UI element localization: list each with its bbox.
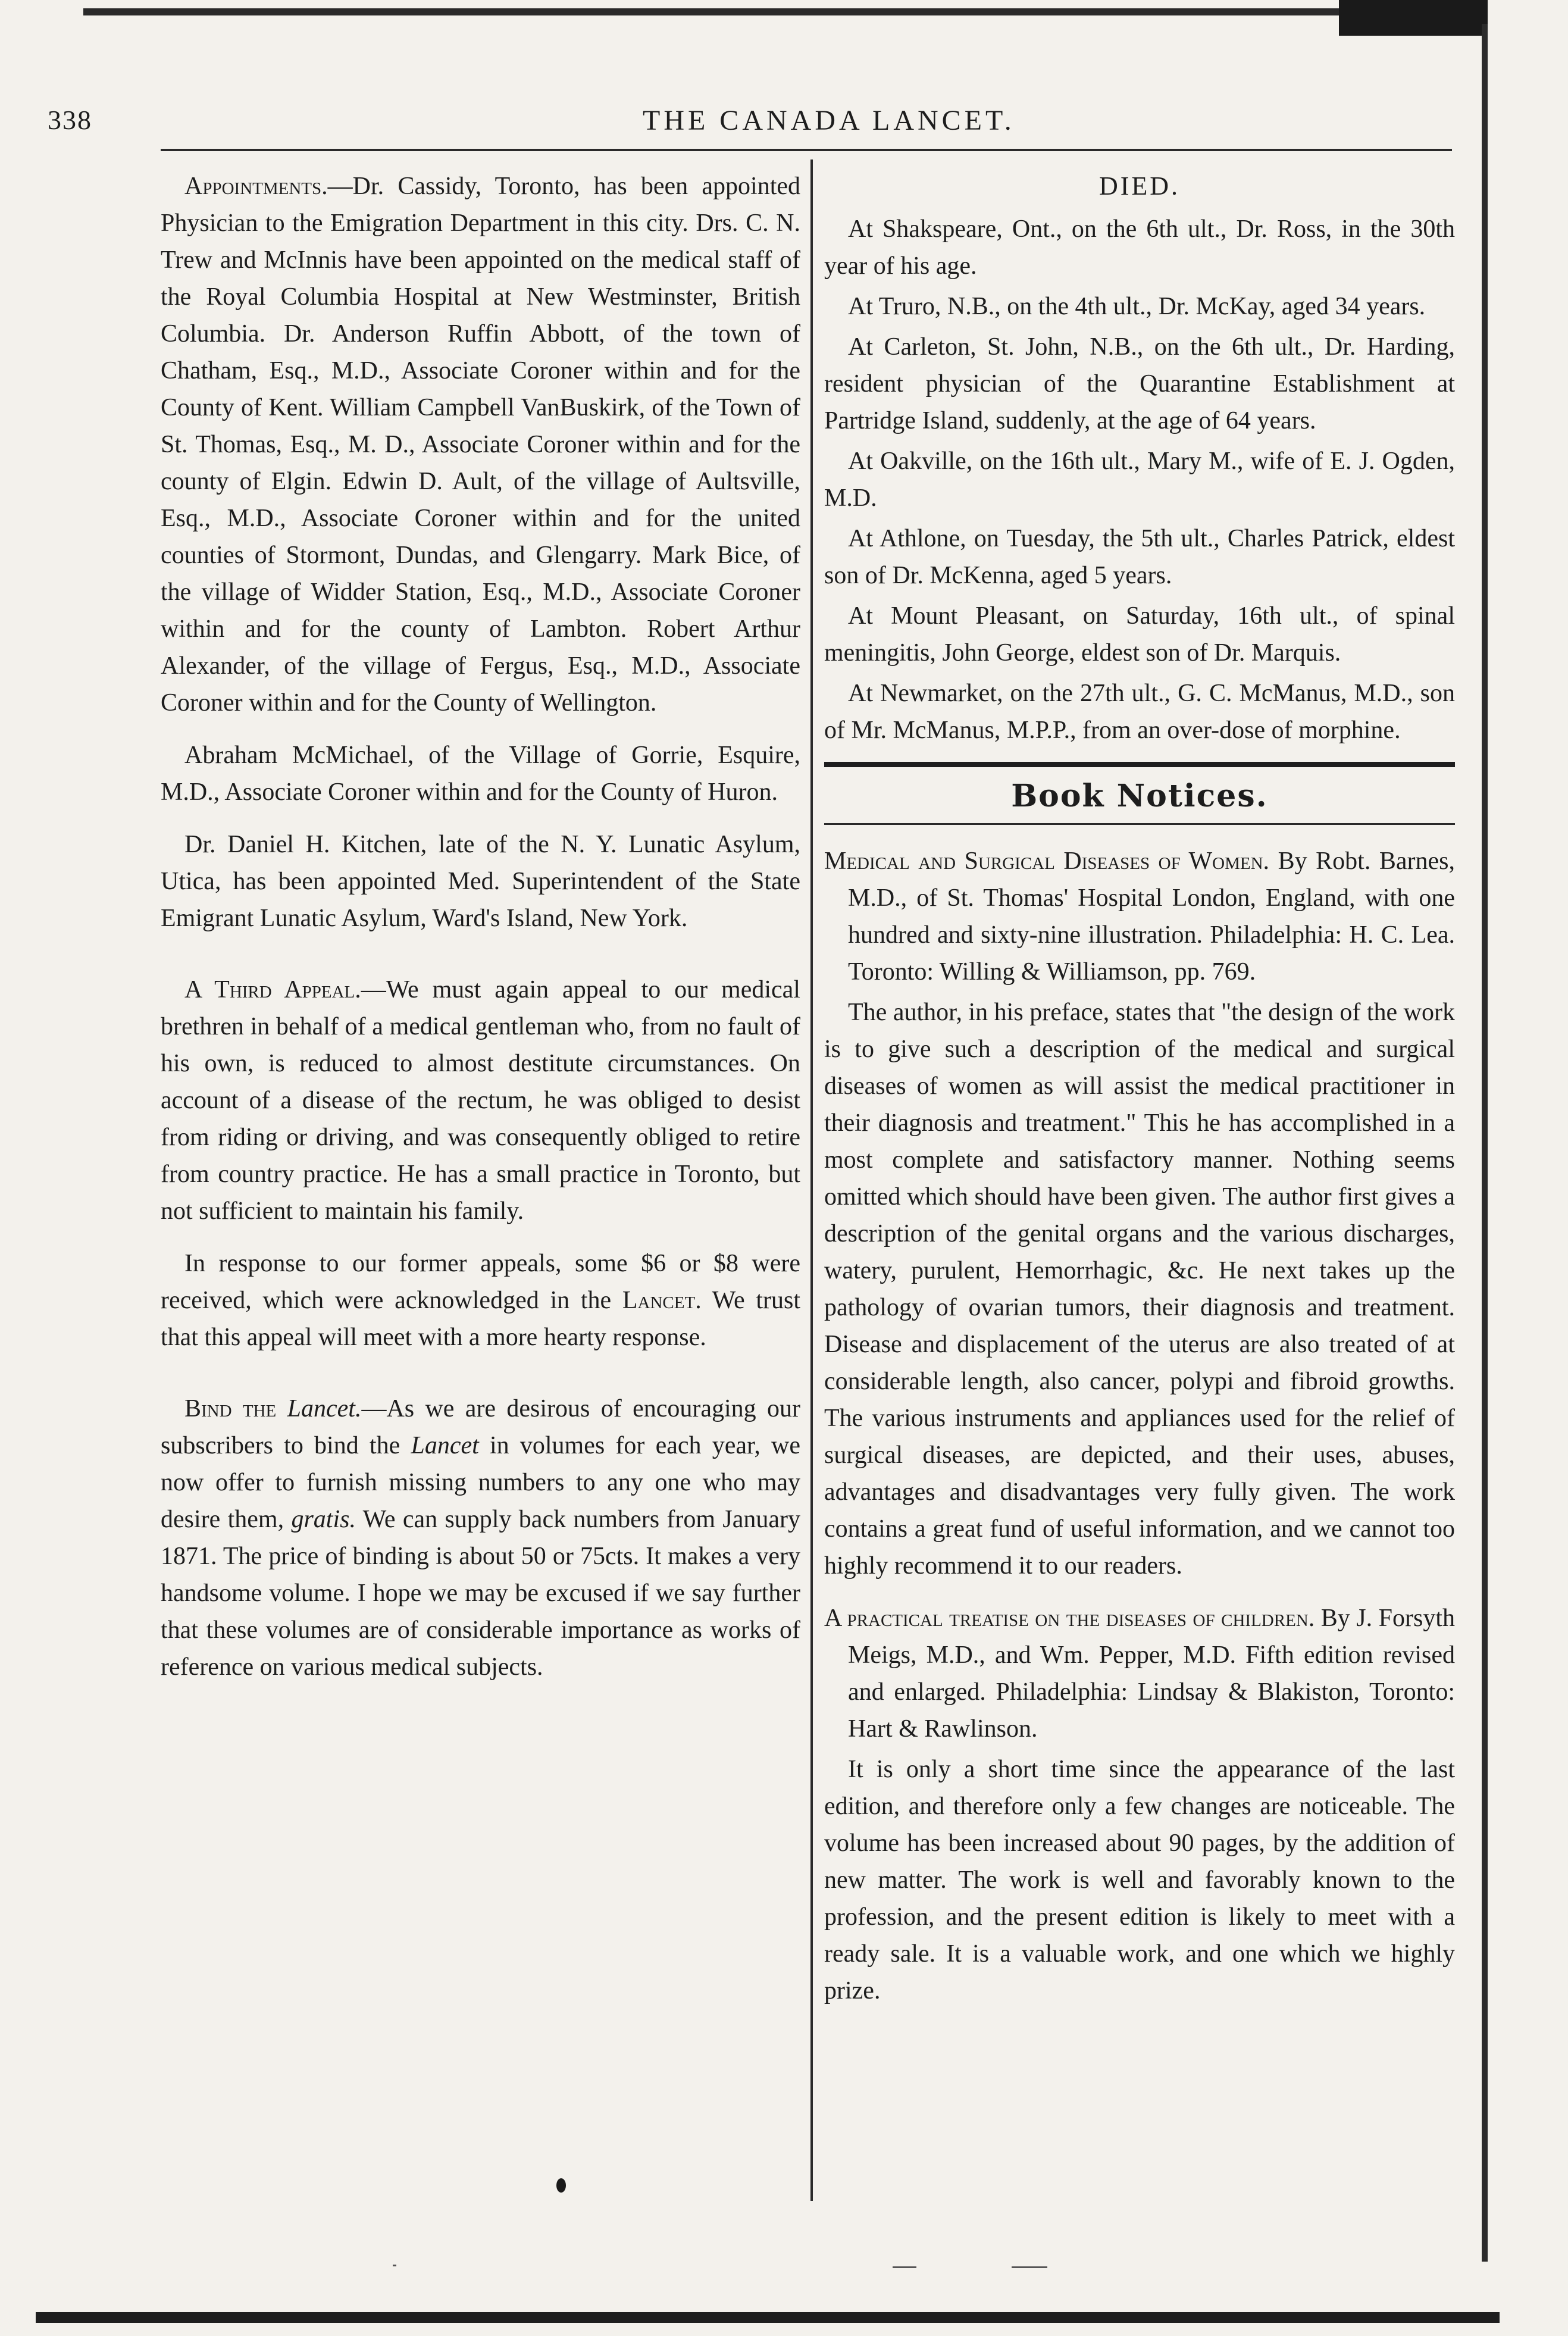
death-notice: At Shakspeare, Ont., on the 6th ult., Dr. Ross, in the 30th year of his age. <box>824 215 1455 280</box>
third-appeal-paragraph <box>161 971 800 1230</box>
appointments-text: —Dr. Cassidy, Toronto, has been appointed Physician to the Emigration Department in this city. Drs. C. N. Trew and McInnis have been appointed on the medical staff of the Royal Columbia Hospital at New Westminster, British Columbia. Dr. Anderson Ruffin Abbott, of the town of Chatham, Esq., M.D., Associate Coroner within and for the County of Kent. William Campbell VanBuskirk, of the Town of St. Thomas, Esq., M. D., Associate Coroner within and for the county of Elgin. Edwin D. Ault, of the village of Aultsville, Esq., M.D., Associate Coroner within and for the united counties of Stormont, Dundas, and Glengarry. Mark Bice, of the village of Widder Station, Esq., M.D., Associate Coroner within and for the county of Lambton. Robert Arthur Alexander, of the village of Fergus, Esq., M.D., Associate Coroner within and for the County of Wellington. <box>161 173 800 717</box>
bind-text-1: —As we are desirous of encouraging our subscribers to bind the <box>161 1395 800 1459</box>
book1-citation <box>824 843 1455 990</box>
bind-lead: Bind the <box>184 1395 277 1422</box>
kitchen-paragraph: Dr. Daniel H. Kitchen, late of the N. Y. Lunatic Asylum, Utica, has been appointed Med. Superintendent of the State Emigrant Lunatic Asylum, Ward's Island, New York. <box>161 831 800 932</box>
book1-review: The author, in his preface, states that "the design of the work is to give such a description of the medical and surgical diseases of women as will assist the medical practitioner in their diagnosis and treatment." This he has accomplished in a most complete and satisfactory manner. Nothing seems omitted which should have been given. The author first gives a description of the genital organs and the various discharges, watery, purulent, Hemorrhagic, &c. He next takes up the pathology of ovarian tumors, their diagnosis and treatment. Disease and displacement of the uterus are also treated of at considerable length, also cancer, polypi and fibroid growths. The various instruments and appliances used for the relief of surgical diseases, are depicted, and their uses, abuses, advantages and disadvantages very fully given. The work contains a great fund of useful information, and we cannot too highly recommend it to our readers. <box>824 999 1455 1580</box>
book1-citation-text: By Robt. Barnes, M.D., of St. Thomas' Hospital London, England, with one hundred and sixty-nine illustration. Philadelphia: H. C. Lea. Toronto: Willing & Williamson, pp. 769. <box>848 848 1456 986</box>
mcmichael-paragraph: Abraham McMichael, of the Village of Gorrie, Esquire, M.D., Associate Coroner within and for the County of Huron. <box>161 742 800 806</box>
died-heading: DIED. <box>1098 171 1181 201</box>
bind-lead-lancet: Lancet. <box>287 1395 362 1422</box>
header-rule <box>161 149 1452 151</box>
scan-edge-right <box>1482 24 1488 2262</box>
bind-text-2: in volumes for each year, we now offer to furnish missing numbers to any one who may desire them, <box>161 1432 801 1533</box>
page-number: 338 <box>48 105 92 135</box>
running-title: THE CANADA LANCET. <box>643 105 1015 136</box>
death-notice: At Truro, N.B., on the 4th ult., Dr. McKay, aged 34 years. <box>848 293 1426 320</box>
bind-text-3: We can supply back numbers from January 1871. The price of binding is about 50 or 75cts. It makes a very handsome volume. I hope we may be excused if we say further that these volumes are of considerable importance as works of reference on various medical subjects. <box>161 1506 801 1681</box>
ink-speck <box>1012 2266 1047 2268</box>
response-text-after: We trust that this appeal will meet with a more hearty response. <box>161 1287 800 1351</box>
scan-corner-shadow <box>1339 0 1488 36</box>
death-notice: At Mount Pleasant, on Saturday, 16th ult., of spinal meningitis, John George, eldest son of Dr. Marquis. <box>824 602 1455 667</box>
death-notice: At Newmarket, on the 27th ult., G. C. McManus, M.D., son of Mr. McManus, M.P.P., from an over-dose of morphine. <box>824 680 1455 744</box>
book2-review: It is only a short time since the appearance of the last edition, and therefore only a few changes are noticeable. The volume has been increased about 90 pages, by the addition of new matter. The work is well and favorably known to the profession, and the present edition is likely to meet with a ready sale. It is a valuable work, and one which we highly prize. <box>824 1756 1455 2004</box>
page-header <box>0 104 1568 146</box>
book2-title: A practical treatise on the diseases of children. <box>824 1605 1315 1632</box>
bind-lancet-paragraph <box>161 1390 800 1685</box>
section-rule <box>824 762 1455 767</box>
book2-citation <box>824 1600 1455 1747</box>
third-appeal-lead: A Third Appeal. <box>184 976 361 1003</box>
ink-speck <box>893 2266 916 2268</box>
death-notice: At Oakville, on the 16th ult., Mary M., wife of E. J. Ogden, M.D. <box>824 448 1455 512</box>
death-notice: At Athlone, on Tuesday, the 5th ult., Charles Patrick, eldest son of Dr. McKenna, aged 5 years. <box>824 525 1455 589</box>
scan-edge-bottom <box>36 2312 1500 2323</box>
ink-dot <box>556 2178 566 2193</box>
book2-citation-text: By J. Forsyth Meigs, M.D., and Wm. Pepper, M.D. Fifth edition revised and enlarged. Philadelphia: Lindsay & Blakiston, Toronto: Hart & Rawlinson. <box>848 1605 1455 1743</box>
response-lancet: Lancet. <box>622 1287 702 1314</box>
left-column <box>161 168 800 1701</box>
bind-lancet-italic: Lancet <box>411 1432 479 1459</box>
death-notices <box>824 211 1455 749</box>
bind-gratis: gratis. <box>291 1506 356 1533</box>
scan-edge-top <box>83 8 1476 15</box>
appointments-lead: Appointments. <box>184 173 328 200</box>
response-text-before: In response to our former appeals, some $6 or $8 were received, which were acknowledged in the <box>161 1250 800 1314</box>
third-appeal-text: —We must again appeal to our medical brethren in behalf of a medical gentleman who, from no fault of his own, is reduced to almost destitute circumstances. On account of a disease of the rectum, he was obliged to desist from riding or driving, and was consequently obliged to retire from country practice. He has a small practice in Toronto, but not sufficient to maintain his family. <box>161 976 800 1225</box>
book-notices-heading: Book Notices. <box>1011 778 1268 814</box>
heading-rule <box>824 823 1455 825</box>
death-notice: At Carleton, St. John, N.B., on the 6th ult., Dr. Harding, resident physician of the Quarantine Establishment at Partridge Island, suddenly, at the age of 64 years. <box>824 333 1455 434</box>
right-column <box>824 168 1455 2025</box>
ink-speck <box>393 2265 396 2266</box>
column-divider <box>810 160 813 2201</box>
book1-title: Medical and Surgical Diseases of Women. <box>824 848 1270 875</box>
response-paragraph <box>161 1245 800 1356</box>
appointments-paragraph <box>161 168 800 721</box>
